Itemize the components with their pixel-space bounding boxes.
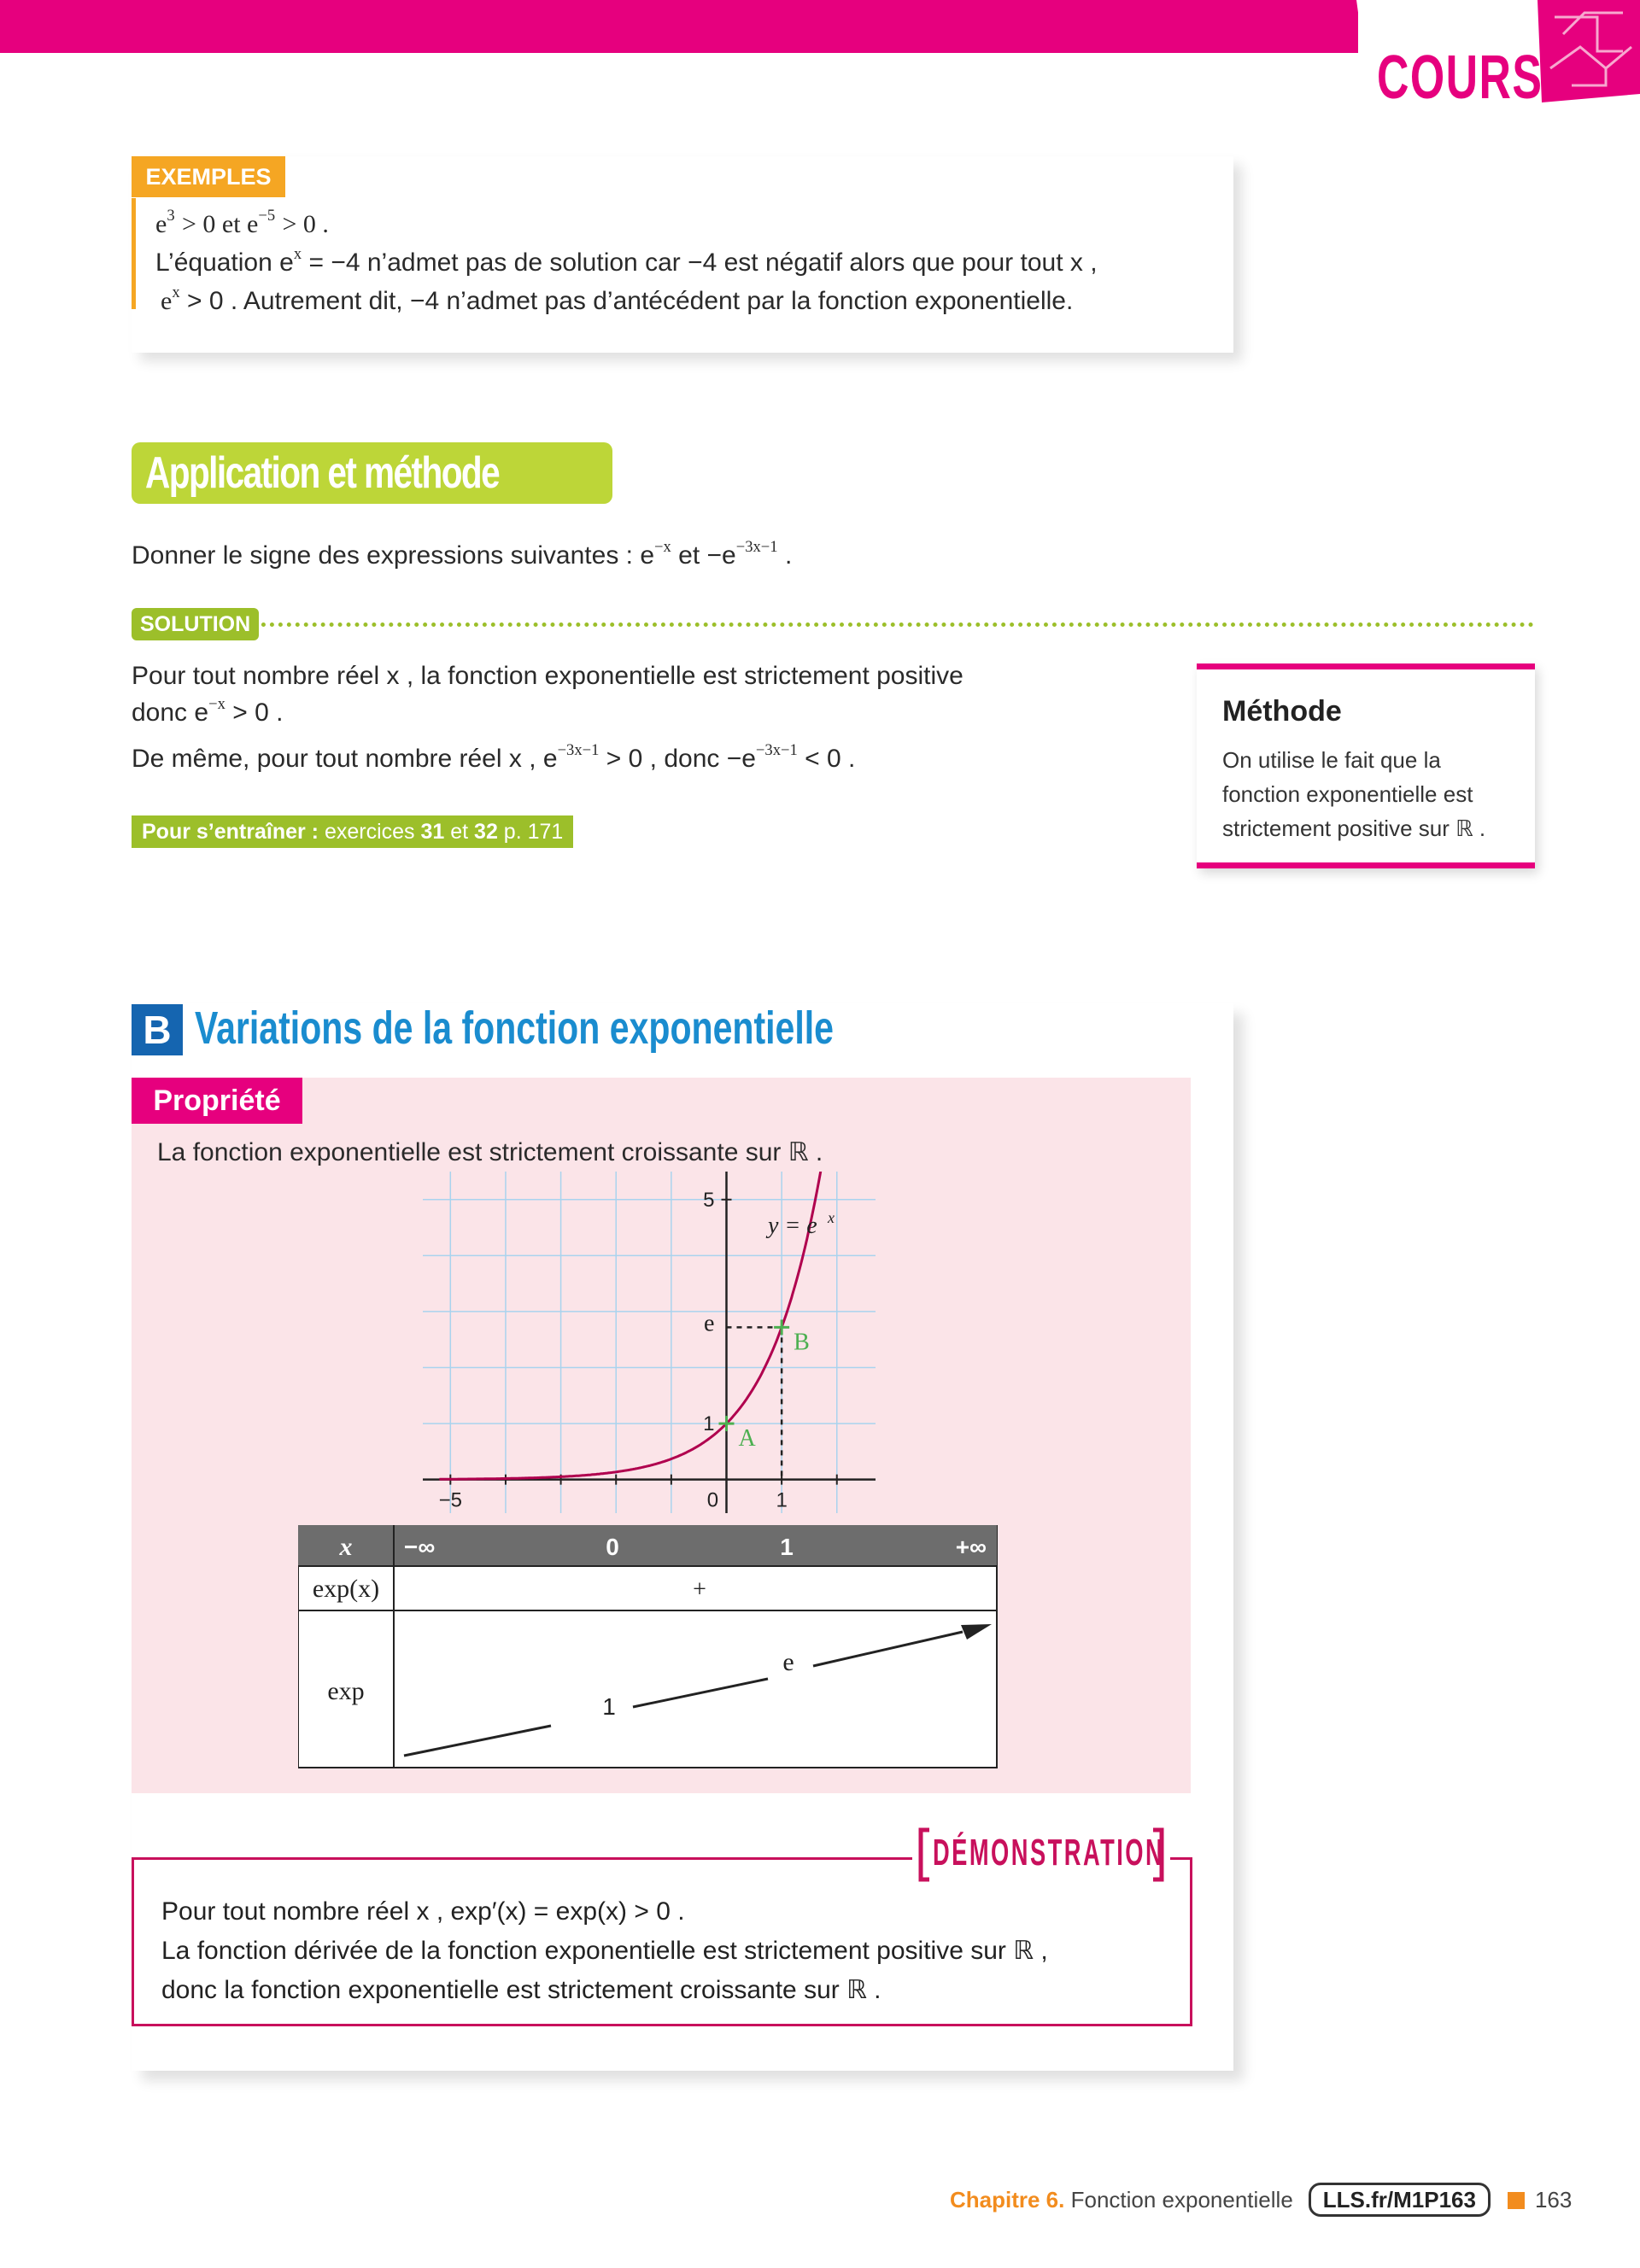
footer-chapter: Chapitre 6.: [950, 2187, 1065, 2212]
point-B-label: B: [794, 1329, 810, 1356]
application-question: Donner le signe des expressions suivantes : $e^{-x}$ et $-e^{-3x-1}$ .: [132, 538, 793, 570]
curve-label: y = e: [767, 1213, 817, 1240]
methode-box: [1197, 663, 1535, 868]
solution-line-3: De même, pour tout nombre réel x , $e^{-3x-1} > 0$ , donc $-e^{-3x-1} < 0$ .: [132, 741, 856, 773]
x-tick-label: −5: [438, 1488, 463, 1512]
demonstration-label: DÉMONSTRATION: [933, 1832, 1165, 1873]
footer-chapter-title: Fonction exponentielle: [1064, 2187, 1293, 2212]
methode-line-2: fonction exponentielle est: [1222, 781, 1473, 807]
table-header-one: 1: [780, 1534, 794, 1560]
cours-section-label: COURS: [1377, 44, 1543, 112]
table-header-plus-inf: +∞: [955, 1534, 987, 1560]
exemples-line-3: $e^x > 0$ . Autrement dit, −4 n’admet pas d’antécédent par la fonction exponentielle.: [161, 284, 1074, 315]
solution-line-1: Pour tout nombre réel x , la fonction exponentielle est strictement positive: [132, 662, 964, 690]
variation-table-header: [298, 1525, 997, 1566]
footer-page-number: 163: [1534, 2187, 1573, 2212]
propriete-statement: La fonction exponentielle est strictement croissante sur ℝ .: [157, 1138, 823, 1166]
table-header-zero: 0: [606, 1534, 619, 1560]
x-tick-label: 1: [776, 1488, 788, 1512]
demo-line-1: Pour tout nombre réel x , exp′(x) = exp(x) > 0 .: [161, 1897, 685, 1926]
methode-line-1: On utilise le fait que la: [1222, 747, 1441, 773]
propriete-label: Propriété: [132, 1078, 302, 1124]
exemples-label: EXEMPLES: [132, 156, 285, 197]
y-tick-label: 5: [703, 1188, 715, 1212]
exemples-line-1: $e^3 > 0$ et $e^{-5} > 0$ .: [155, 207, 329, 238]
table-header-x: x: [339, 1533, 353, 1561]
table-value-one: 1: [602, 1693, 616, 1720]
table-value-e: e: [782, 1648, 794, 1676]
demo-line-3: donc la fonction exponentielle est strictement croissante sur ℝ .: [161, 1976, 882, 2004]
section-b-title: Variations de la fonction exponentielle: [195, 1002, 835, 1054]
footer-link[interactable]: LLS.fr/M1P163: [1309, 2183, 1491, 2217]
solution-line-2: donc $e^{-x} > 0$ .: [132, 695, 284, 727]
header-bar: [0, 0, 1358, 53]
demo-line-2: La fonction dérivée de la fonction exponentielle est strictement positive sur ℝ ,: [161, 1937, 1048, 1965]
table-header-minus-inf: −∞: [404, 1534, 436, 1560]
footer-square-icon: [1508, 2192, 1525, 2209]
section-b-letter: B: [132, 1004, 183, 1055]
application-label: Application et méthode: [132, 442, 612, 504]
methode-title: Méthode: [1222, 695, 1342, 728]
table-row-derivative-label: exp(x): [312, 1575, 380, 1603]
y-tick-label: e: [704, 1310, 715, 1337]
exemples-accent-bar: [132, 198, 136, 309]
exemples-line-2: L’équation $e^x = -4$ n’admet pas de solution car −4 est négatif alors que pour tout x ,: [155, 245, 1098, 277]
y-tick-label: 1: [703, 1412, 715, 1436]
x-tick-label: 0: [706, 1488, 719, 1512]
curve-label-exponent: x: [827, 1209, 835, 1227]
methode-line-3: strictement positive sur ℝ .: [1222, 815, 1486, 841]
solution-divider: [253, 623, 1534, 627]
table-row-function-label: exp: [327, 1677, 365, 1705]
variation-table: [298, 1525, 999, 1769]
point-A-label: A: [738, 1425, 756, 1453]
graph-labels: [439, 1189, 835, 1512]
exp-graph: [423, 1172, 876, 1513]
table-derivative-sign: +: [693, 1576, 706, 1603]
graph-points: [718, 1319, 809, 1452]
practice-link[interactable]: Pour s’entraîner : exercices 31 et 32 p. 171: [132, 815, 573, 848]
exp-curve: [439, 1172, 821, 1479]
page-footer: [950, 2183, 1572, 2217]
solution-label: SOLUTION: [132, 608, 259, 640]
